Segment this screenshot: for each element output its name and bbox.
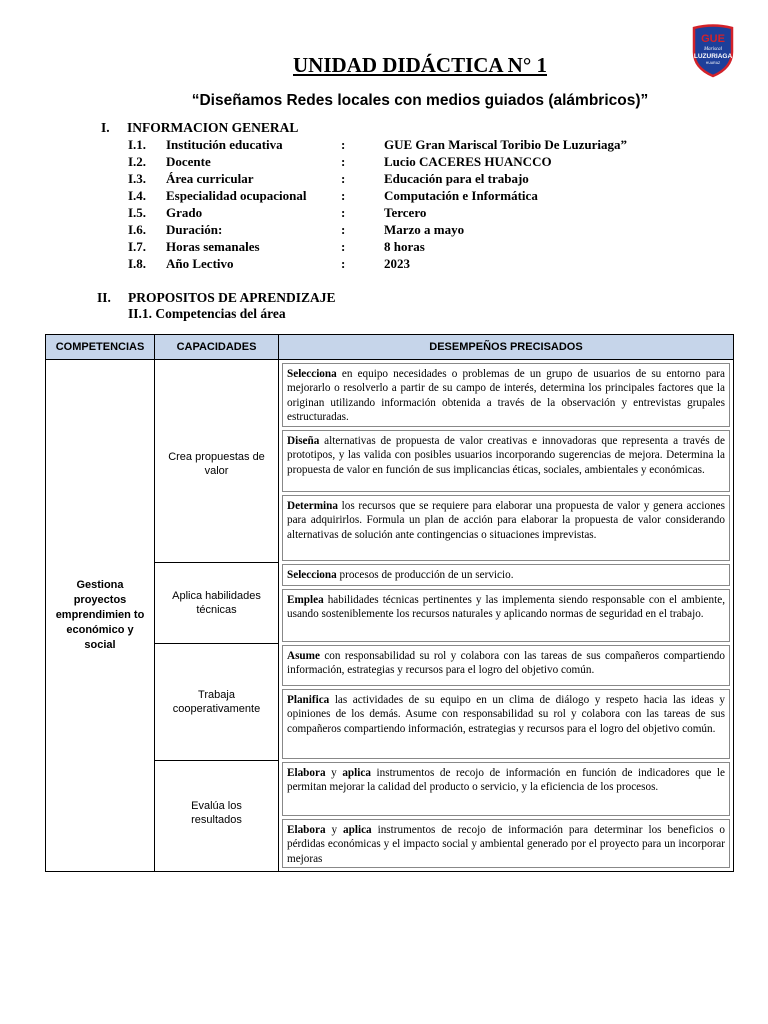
info-number: I.7. — [128, 239, 147, 254]
desempeno-text: habilidades técnicas pertinentes y las implementa siendo responsable con el ambiente, usando sosteniblemente los recursos naturales y aplicando normas de seguridad en el trabajo. — [287, 594, 725, 621]
capacidad-item — [155, 761, 278, 865]
document-subtitle: “Diseñamos Redes locales con medios guiados (alámbricos)” — [191, 92, 649, 109]
desempeno-verb: Selecciona — [287, 569, 337, 581]
desempeno-item — [282, 819, 730, 868]
desempeno-verb: Planifica — [287, 694, 330, 706]
logo-text-huaraz: HUARAZ — [705, 61, 721, 65]
capacidad-label: Evalúa los resultados — [191, 800, 242, 826]
info-label: Horas semanales — [166, 239, 260, 254]
info-label: Duración: — [166, 222, 223, 237]
desempenos-cell — [279, 360, 734, 872]
desempeno-connector: y — [325, 824, 344, 836]
desempeno-verb-2: aplica — [343, 824, 372, 836]
desempeno-text: en equipo necesidades o problemas de un grupo de usuarios de su entorno para mejorarlo o resolverlo a partir de su campo de interés, determina los principales factores que la originan utilizando información obtenida a través de la observación y entrevistas grupales estructuradas. — [287, 368, 725, 424]
info-value: Lucio CACERES HUANCCO — [384, 154, 552, 169]
info-number: I.1. — [128, 137, 147, 152]
desempeno-text: instrumentos de recojo de información para determinar los beneficios o pérdidas económicas y el impacto social y ambiental generado por el proyecto para un incorporar mejoras — [287, 824, 726, 865]
desempeno-connector: y — [325, 767, 343, 779]
header-desempenos: DESEMPEÑOS PRECISADOS — [279, 335, 734, 360]
info-row — [128, 137, 688, 154]
info-value: Tercero — [384, 205, 427, 220]
desempeno-item — [282, 689, 730, 759]
section-number: I. — [101, 120, 110, 135]
info-number: I.4. — [128, 188, 147, 203]
desempeno-text: las actividades de su equipo en un clima de diálogo y respeto hacia las ideas y opiniones de los demás. Asume con responsabilidad su rol y colabora con las tareas de sus compañeros compartiendo información, estrategias y recursos para el logro del objetivo común. — [287, 694, 725, 735]
desempeno-verb: Diseña — [287, 435, 320, 447]
logo-text-gue: GUE — [701, 33, 725, 45]
section-label: INFORMACION GENERAL — [127, 120, 299, 135]
table-header-row — [46, 335, 734, 360]
desempeno-verb: Emplea — [287, 594, 324, 606]
info-label: Institución educativa — [166, 137, 283, 152]
info-row — [128, 154, 688, 171]
info-number: I.6. — [128, 222, 147, 237]
desempeno-text: instrumentos de recojo de información en función de indicadores que le permitan mejorar la calidad del producto o servicio, y la eficiencia de los procesos. — [287, 767, 726, 794]
desempeno-text: los recursos que se requiere para elaborar una propuesta de valor y genera acciones para adquirirlos. Formula un plan de acción para elaborar la propuesta de valor considerando alternativas de solución ante contingencias o situaciones imprevistas. — [287, 500, 725, 541]
capacidad-item: Trabaja cooperativamente — [155, 644, 278, 761]
table-row — [46, 360, 734, 872]
info-row — [128, 205, 688, 222]
info-colon: : — [341, 154, 346, 169]
info-colon: : — [341, 171, 346, 186]
header-competencias: COMPETENCIAS — [46, 335, 155, 360]
desempeno-verb-2: aplica — [342, 767, 371, 779]
logo-text-luzuriaga: LUZURIAGA — [693, 53, 733, 60]
competencies-table — [45, 334, 734, 872]
desempeno-verb: Selecciona — [287, 368, 337, 380]
info-value: Computación e Informática — [384, 188, 538, 203]
capacidad-item: Aplica habilidades técnicas — [155, 563, 278, 644]
desempeno-text: alternativas de propuesta de valor creativas e innovadoras que representa a través de prototipos, y las valida con posibles usuarios incorporando sugerencias de mejora. Determina la propuesta de valor en función de sus implicancias éticas, sociales, ambientales y económicas. — [287, 435, 725, 476]
info-colon: : — [341, 137, 346, 152]
info-row — [128, 239, 688, 256]
capacidad-item: Crea propuestas de valor — [155, 366, 278, 563]
info-row — [128, 188, 688, 205]
desempeno-verb: Determina — [287, 500, 338, 512]
desempeno-verb: Elabora — [287, 824, 326, 836]
desempeno-verb: Elabora — [287, 767, 326, 779]
desempeno-text: con responsabilidad su rol y colabora con las tareas de sus compañeros compartiendo información, estrategias y recursos para el logro del objetivo común. — [287, 650, 725, 677]
info-colon: : — [341, 188, 346, 203]
desempeno-item — [282, 495, 730, 561]
info-label: Grado — [166, 205, 203, 220]
info-number: I.2. — [128, 154, 147, 169]
info-value: 8 horas — [384, 239, 425, 254]
info-value: Educación para el trabajo — [384, 171, 529, 186]
info-colon: : — [341, 256, 346, 271]
info-colon: : — [341, 239, 346, 254]
capacidades-cell — [155, 360, 279, 872]
info-number: I.8. — [128, 256, 147, 271]
info-row — [128, 222, 688, 239]
info-number: I.3. — [128, 171, 147, 186]
logo-text-mariscal: Mariscal — [703, 47, 723, 52]
info-row — [128, 171, 688, 188]
info-label: Año Lectivo — [166, 256, 234, 271]
section-number: II. — [97, 290, 111, 305]
desempeno-verb: Asume — [287, 650, 320, 662]
desempeno-item — [282, 762, 730, 816]
info-number: I.5. — [128, 205, 147, 220]
info-colon: : — [341, 222, 346, 237]
header-capacidades: CAPACIDADES — [155, 335, 279, 360]
subsection-heading: II.1. Competencias del área — [128, 306, 286, 321]
info-colon: : — [341, 205, 346, 220]
desempeno-item — [282, 564, 730, 586]
section-label: PROPOSITOS DE APRENDIZAJE — [128, 290, 336, 305]
desempeno-item — [282, 645, 730, 686]
desempeno-item — [282, 589, 730, 642]
document-title: UNIDAD DIDÁCTICA N° 1 — [293, 53, 547, 77]
info-label: Docente — [166, 154, 211, 169]
info-value: 2023 — [384, 256, 410, 271]
info-row — [128, 256, 688, 273]
competencia-cell: Gestiona proyectos emprendimien to económico y social — [46, 360, 155, 872]
general-info-list — [128, 137, 688, 273]
desempeno-item — [282, 363, 730, 427]
info-value: GUE Gran Mariscal Toribio De Luzuriaga” — [384, 137, 628, 152]
info-label: Especialidad ocupacional — [166, 188, 307, 203]
info-value: Marzo a mayo — [384, 222, 465, 237]
desempeno-item — [282, 430, 730, 492]
info-label: Área curricular — [166, 171, 254, 186]
desempeno-text: procesos de producción de un servicio. — [336, 569, 514, 581]
